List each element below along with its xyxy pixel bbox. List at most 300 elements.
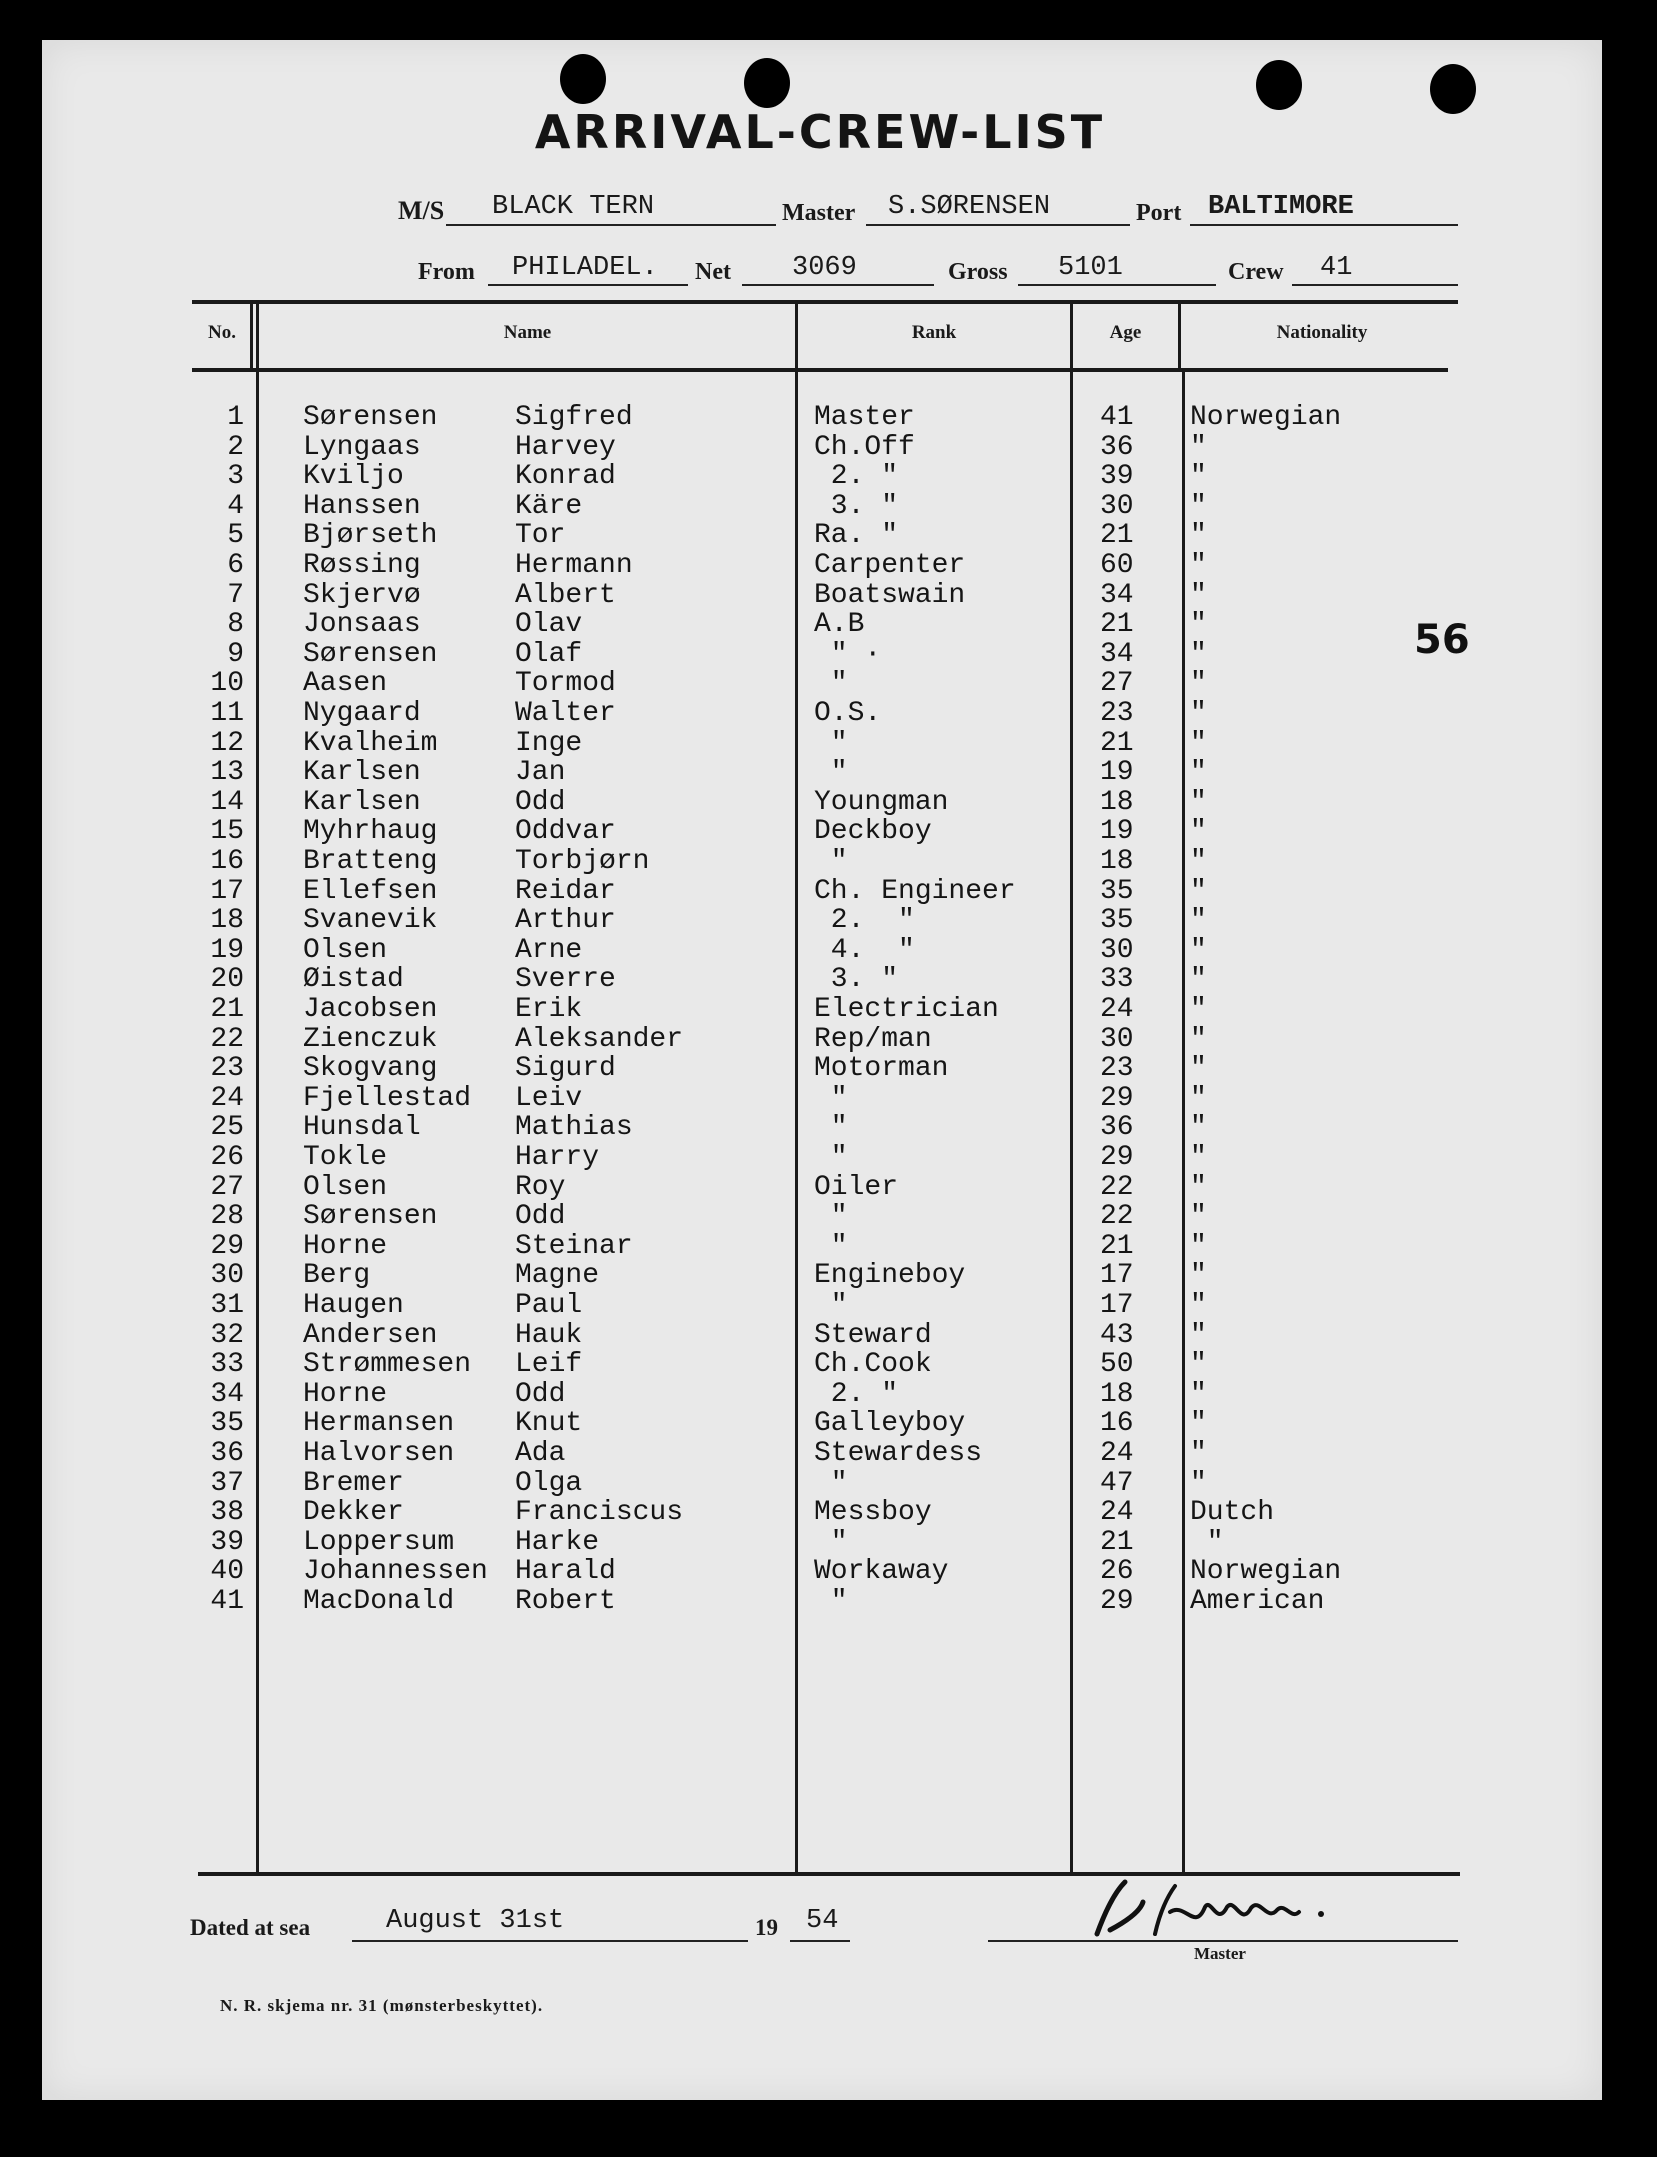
nationality: " [1190,816,1207,848]
table-row [0,1321,1657,1350]
rank: " [814,727,848,759]
punch-hole [744,58,790,108]
table-row [0,492,1657,521]
surname: Hunsdal [303,1112,421,1144]
rank: Motorman [814,1053,949,1085]
table-row [0,936,1657,965]
given-name: Olaf [515,638,583,670]
surname: Nygaard [303,698,421,729]
age: 17 [1100,1260,1134,1292]
table-row [0,1350,1657,1379]
rank: A.B [814,609,865,641]
age: 21 [1100,1230,1134,1262]
row-number: 37 [210,1467,244,1499]
age: 39 [1100,461,1134,493]
row-number: 31 [210,1290,244,1321]
gross-label: Gross [948,259,1008,285]
port-name: BALTIMORE [1208,192,1354,222]
given-name: Tor [515,520,566,552]
col-header-rank: Rank [911,322,957,343]
surname: Berg [303,1260,371,1292]
table-row [0,669,1657,698]
surname: Horne [303,1378,388,1410]
given-name: Olav [515,609,583,641]
age: 18 [1100,846,1134,877]
rank: " [814,1290,848,1321]
nationality: " [1190,1378,1207,1410]
table-row [0,1202,1657,1231]
rank: 3. " [814,964,899,996]
nationality: " [1190,490,1207,522]
nationality: " [1190,609,1207,641]
table-row [0,1113,1657,1142]
nationality: " [1190,1230,1207,1262]
age: 19 [1100,816,1134,848]
given-name: Walter [515,698,616,729]
surname: Øistad [303,964,404,996]
signature-underline [988,1940,1458,1942]
age: 17 [1100,1290,1134,1321]
punch-hole [560,54,606,104]
rank: Youngman [814,786,949,818]
table-row [0,1409,1657,1438]
from-underline [488,284,688,286]
table-row [0,817,1657,846]
age: 21 [1100,727,1134,759]
surname: Bratteng [303,846,438,877]
row-number: 40 [210,1556,244,1588]
given-name: Leiv [515,1082,583,1114]
port-label: Port [1136,200,1182,226]
nationality: " [1190,875,1207,907]
rank: Steward [814,1319,932,1351]
given-name: Odd [515,1201,566,1233]
row-number: 32 [210,1319,244,1351]
surname: Olsen [303,934,388,966]
row-number: 16 [210,846,244,877]
rank: Ch.Off [814,431,915,463]
age: 18 [1100,1378,1134,1410]
surname: Horne [303,1230,388,1262]
rank: 3. " [814,490,899,522]
age: 30 [1100,1023,1134,1055]
rank: 2. " [814,1378,899,1410]
surname: Jacobsen [303,994,438,1025]
rank: " [814,1467,848,1499]
rank: " [814,1586,848,1617]
age: 41 [1100,402,1134,433]
row-number: 7 [227,579,244,611]
master-label: Master [782,200,856,226]
rank: Messboy [814,1497,932,1529]
row-number: 2 [227,431,244,463]
from-label: From [418,259,475,285]
nationality: " [1190,461,1207,493]
nationality: " [1190,1142,1207,1173]
year-prefix: 19 [755,1915,778,1940]
given-name: Harvey [515,431,616,463]
rank: " · [814,638,882,670]
rank: 2. " [814,461,899,493]
gross-underline [1018,284,1216,286]
punch-hole [1430,64,1476,114]
table-row [0,433,1657,462]
surname: Kviljo [303,461,404,493]
age: 30 [1100,934,1134,966]
given-name: Robert [515,1586,616,1617]
port-underline [1190,224,1458,226]
age: 21 [1100,609,1134,641]
rank: " [814,1201,848,1233]
age: 22 [1100,1201,1134,1233]
surname: Bjørseth [303,520,438,552]
table-row [0,758,1657,787]
surname: Skjervø [303,579,421,611]
rank: Workaway [814,1556,949,1588]
given-name: Arthur [515,905,616,937]
given-name: Albert [515,579,616,611]
row-number: 19 [210,934,244,966]
given-name: Harald [515,1556,616,1588]
surname: Lyngaas [303,431,421,463]
nationality: " [1190,1438,1207,1469]
given-name: Reidar [515,875,616,907]
row-number: 4 [227,490,244,522]
nationality: " [1190,550,1207,581]
surname: Johannessen [303,1556,488,1588]
master-underline [866,224,1130,226]
age: 23 [1100,698,1134,729]
age: 27 [1100,668,1134,700]
rank: Electrician [814,994,999,1025]
age: 19 [1100,757,1134,789]
dated-label: Dated at sea [190,1915,311,1940]
crew-label: Crew [1228,259,1284,285]
age: 34 [1100,579,1134,611]
nationality: " [1190,757,1207,789]
vessel-prefix: M/S [398,196,445,225]
rank: Ra. " [814,520,899,552]
master-name: S.SØRENSEN [888,192,1051,222]
given-name: Jan [515,757,566,789]
nationality: " [1190,1053,1207,1085]
nationality: " [1190,964,1207,996]
rank: Rep/man [814,1023,932,1055]
table-row [0,906,1657,935]
given-name: Inge [515,727,583,759]
surname: Jonsaas [303,609,421,641]
given-name: Steinar [515,1230,633,1262]
gross-tonnage: 5101 [1058,253,1123,283]
table-row [0,462,1657,491]
rank: " [814,668,848,700]
given-name: Magne [515,1260,600,1292]
rank: " [814,1526,848,1558]
col-header-nationality: Nationality [1276,322,1368,343]
rank: Master [814,402,915,433]
surname: Kvalheim [303,727,438,759]
surname: Olsen [303,1171,388,1203]
age: 24 [1100,1438,1134,1469]
age: 47 [1100,1467,1134,1499]
row-number: 34 [210,1378,244,1410]
nationality: " [1190,698,1207,729]
given-name: Roy [515,1171,566,1203]
given-name: Sigurd [515,1053,616,1085]
table-row [0,1528,1657,1557]
nationality: " [1190,579,1207,611]
table-row [0,1587,1657,1616]
nationality: " [1190,431,1207,463]
surname: Myhrhaug [303,816,438,848]
nationality: " [1190,1171,1207,1203]
rank: 4. " [814,934,915,966]
row-number: 9 [227,638,244,670]
table-row [0,1469,1657,1498]
rank: Stewardess [814,1438,983,1469]
table-row [0,1232,1657,1261]
row-number: 3 [227,461,244,493]
nationality: " [1190,1112,1207,1144]
table-row [0,640,1657,669]
table-row [0,403,1657,432]
rank: Deckboy [814,816,932,848]
surname: Ellefsen [303,875,438,907]
table-row [0,1054,1657,1083]
punch-hole [1256,60,1302,110]
row-number: 22 [210,1023,244,1055]
nationality: " [1190,520,1207,552]
surname: Hanssen [303,490,421,522]
table-row [0,610,1657,639]
surname: Sørensen [303,638,438,670]
table-row [0,581,1657,610]
age: 24 [1100,994,1134,1025]
age: 60 [1100,550,1134,581]
age: 23 [1100,1053,1134,1085]
given-name: Käre [515,490,583,522]
rank: " [814,846,848,877]
nationality: " [1190,846,1207,877]
surname: Fjellestad [303,1082,472,1114]
row-number: 10 [210,668,244,700]
row-number: 38 [210,1497,244,1529]
header-bottom-rule [192,368,1448,372]
given-name: Arne [515,934,583,966]
row-number: 18 [210,905,244,937]
row-number: 35 [210,1408,244,1440]
form-title: ARRIVAL-CREW-LIST [534,105,1106,159]
row-number: 39 [210,1526,244,1558]
vessel-name: BLACK TERN [492,192,655,222]
surname: Bremer [303,1467,404,1499]
row-number: 13 [210,757,244,789]
age: 36 [1100,431,1134,463]
age: 16 [1100,1408,1134,1440]
age: 24 [1100,1497,1134,1529]
col-header-name: Name [503,322,552,343]
age: 33 [1100,964,1134,996]
rank: " [814,757,848,789]
given-name: Tormod [515,668,616,700]
surname: Halvorsen [303,1438,455,1469]
table-row [0,1557,1657,1586]
age: 21 [1100,1526,1134,1558]
surname: Hermansen [303,1408,455,1440]
surname: MacDonald [303,1586,455,1617]
table-row [0,847,1657,876]
rank: Ch. Engineer [814,875,1016,907]
rank: Galleyboy [814,1408,966,1440]
given-name: Oddvar [515,816,616,848]
table-row [0,877,1657,906]
row-number: 23 [210,1053,244,1085]
nationality: " [1190,1201,1207,1233]
nationality: " [1190,1349,1207,1381]
given-name: Franciscus [515,1497,684,1529]
table-row [0,1380,1657,1409]
surname: Dekker [303,1497,404,1529]
row-number: 14 [210,786,244,818]
age: 22 [1100,1171,1134,1203]
rank: Boatswain [814,579,966,611]
rank: " [814,1142,848,1173]
rank: Oiler [814,1171,899,1203]
given-name: Harke [515,1526,600,1558]
age: 21 [1100,520,1134,552]
age: 29 [1100,1586,1134,1617]
table-row [0,1173,1657,1202]
row-number: 36 [210,1438,244,1469]
table-row [0,1025,1657,1054]
nationality: " [1190,638,1207,670]
row-number: 29 [210,1230,244,1262]
year-value: 54 [806,1906,839,1936]
table-row [0,1498,1657,1527]
form-identifier: N. R. skjema nr. 31 (mønsterbeskyttet). [220,1996,544,2015]
surname: Andersen [303,1319,438,1351]
nationality: " [1190,905,1207,937]
table-row [0,521,1657,550]
rank: O.S. [814,698,882,729]
surname: Loppersum [303,1526,455,1558]
given-name: Knut [515,1408,583,1440]
age: 35 [1100,905,1134,937]
age: 30 [1100,490,1134,522]
nationality: " [1190,994,1207,1025]
net-tonnage: 3069 [792,253,857,283]
nationality: " [1190,1526,1224,1558]
given-name: Sverre [515,964,616,996]
given-name: Ada [515,1438,566,1469]
table-row [0,1291,1657,1320]
table-row [0,995,1657,1024]
table-row [0,1261,1657,1290]
surname: Røssing [303,550,421,581]
given-name: Hermann [515,550,633,581]
age: 26 [1100,1556,1134,1588]
row-number: 25 [210,1112,244,1144]
nationality: " [1190,934,1207,966]
age: 34 [1100,638,1134,670]
rank: Ch.Cook [814,1349,932,1381]
row-number: 5 [227,520,244,552]
date-underline [352,1940,748,1942]
row-number: 24 [210,1082,244,1114]
table-row [0,1439,1657,1468]
given-name: Harry [515,1142,600,1173]
age: 36 [1100,1112,1134,1144]
crew-underline [1292,284,1458,286]
given-name: Torbjørn [515,846,650,877]
given-name: Odd [515,1378,566,1410]
surname: Tokle [303,1142,388,1173]
nationality: " [1190,1023,1207,1055]
nationality: " [1190,1260,1207,1292]
nationality: " [1190,1467,1207,1499]
from-port: PHILADEL. [512,253,658,283]
col-header-age: Age [1109,322,1142,343]
age: 29 [1100,1142,1134,1173]
age: 35 [1100,875,1134,907]
row-number: 27 [210,1171,244,1203]
given-name: Olga [515,1467,583,1499]
row-number: 1 [227,402,244,433]
col-header-no: No. [208,322,236,343]
row-number: 20 [210,964,244,996]
nationality: " [1190,1082,1207,1114]
rank: Carpenter [814,550,966,581]
nationality: " [1190,786,1207,818]
nationality: " [1190,727,1207,759]
row-number: 41 [210,1586,244,1617]
rank: " [814,1082,848,1114]
age: 43 [1100,1319,1134,1351]
crew-count: 41 [1320,253,1353,283]
row-number: 12 [210,727,244,759]
nationality: Norwegian [1190,402,1342,433]
master-caption: Master [1194,1944,1246,1963]
rank: " [814,1230,848,1262]
given-name: Paul [515,1290,583,1321]
surname: Karlsen [303,786,421,818]
given-name: Odd [515,786,566,818]
surname: Karlsen [303,757,421,789]
nationality: American [1190,1586,1325,1617]
surname: Svanevik [303,905,438,937]
row-number: 33 [210,1349,244,1381]
given-name: Aleksander [515,1023,684,1055]
row-number: 17 [210,875,244,907]
row-number: 26 [210,1142,244,1173]
surname: Sørensen [303,402,438,433]
nationality: Norwegian [1190,1556,1342,1588]
given-name: Mathias [515,1112,633,1144]
stamp-number: 56 [1414,617,1470,663]
net-underline [742,284,934,286]
nationality: " [1190,1290,1207,1321]
given-name: Sigfred [515,402,633,433]
row-number: 28 [210,1201,244,1233]
nationality: " [1190,668,1207,700]
date-value: August 31st [386,1906,565,1936]
given-name: Erik [515,994,583,1025]
vessel-underline [446,224,776,226]
row-number: 11 [210,698,244,729]
table-row [0,965,1657,994]
table-row [0,1084,1657,1113]
nationality: Dutch [1190,1497,1275,1529]
